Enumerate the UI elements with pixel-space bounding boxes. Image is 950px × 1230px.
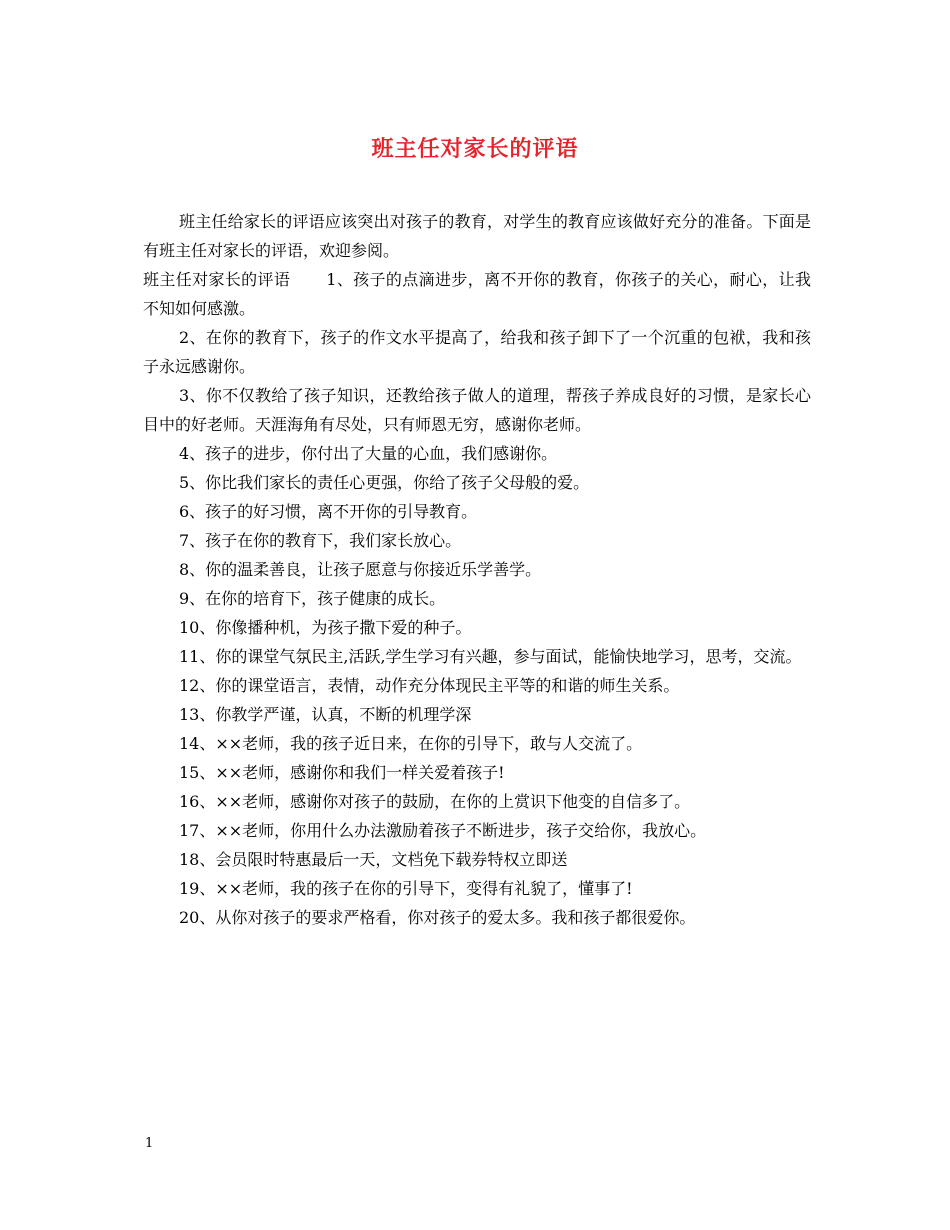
list-item: 16、××老师，感谢你对孩子的鼓励，在你的上赏识下他变的自信多了。 bbox=[179, 792, 691, 811]
list-item: 3、你不仅教给了孩子知识，还教给孩子做人的道理，帮孩子养成良好的习惯，是家长心目中的好老师。天涯海角有尽处，只有师恩无穷，感谢你老师。 bbox=[143, 386, 811, 434]
list-item: 5、你比我们家长的责任心更强，你给了孩子父母般的爱。 bbox=[179, 473, 590, 492]
document-title: 班主任对家长的评语 bbox=[371, 136, 579, 162]
page-number: 1 bbox=[145, 1136, 154, 1151]
list-item: 6、孩子的好习惯，离不开你的引导教育。 bbox=[179, 502, 478, 521]
list-item: 13、你教学严谨，认真，不断的机理学深 bbox=[179, 705, 472, 724]
list-item: 10、你像播种机，为孩子撒下爱的种子。 bbox=[179, 618, 472, 637]
list-item: 18、会员限时特惠最后一天，文档免下载券特权立即送 bbox=[179, 850, 568, 869]
list-item: 17、××老师，你用什么办法激励着孩子不断进步，孩子交给你，我放心。 bbox=[179, 821, 707, 840]
section-label: 班主任对家长的评语 bbox=[143, 270, 291, 289]
list-item: 12、你的课堂语言，表情，动作充分体现民主平等的和谐的师生关系。 bbox=[179, 676, 680, 695]
intro-paragraph: 班主任给家长的评语应该突出对孩子的教育，对学生的教育应该做好充分的准备。下面是有班主任对家长的评语，欢迎参阅。 bbox=[143, 212, 811, 260]
list-item: 20、从你对孩子的要求严格看，你对孩子的爱太多。我和孩子都很爱你。 bbox=[179, 908, 696, 927]
list-item: 1、孩子的点滴进步，离不开你的教育，你孩子的关心，耐心，让我不知如何感激。 bbox=[143, 270, 811, 318]
list-item: 11、你的课堂气氛民主,活跃,学生学习有兴趣，参与面试，能愉快地学习，思考，交流。 bbox=[179, 647, 802, 666]
list-item: 2、在你的教育下，孩子的作文水平提高了，给我和孩子卸下了一个沉重的包袱，我和孩子永远感谢你。 bbox=[143, 328, 811, 376]
section-paragraph bbox=[143, 265, 811, 323]
list-item: 4、孩子的进步，你付出了大量的心血，我们感谢你。 bbox=[179, 444, 558, 463]
document-body bbox=[143, 207, 811, 932]
list-item: 7、孩子在你的教育下，我们家长放心。 bbox=[179, 531, 462, 550]
list-item: 14、××老师，我的孩子近日来，在你的引导下，敢与人交流了。 bbox=[179, 734, 643, 753]
list-item: 19、××老师，我的孩子在你的引导下，变得有礼貌了，懂事了! bbox=[179, 879, 633, 898]
list-item: 9、在你的培育下，孩子健康的成长。 bbox=[179, 589, 446, 608]
list-item: 15、××老师，感谢你和我们一样关爱着孩子! bbox=[179, 763, 505, 782]
list-item: 8、你的温柔善良，让孩子愿意与你接近乐学善学。 bbox=[179, 560, 542, 579]
